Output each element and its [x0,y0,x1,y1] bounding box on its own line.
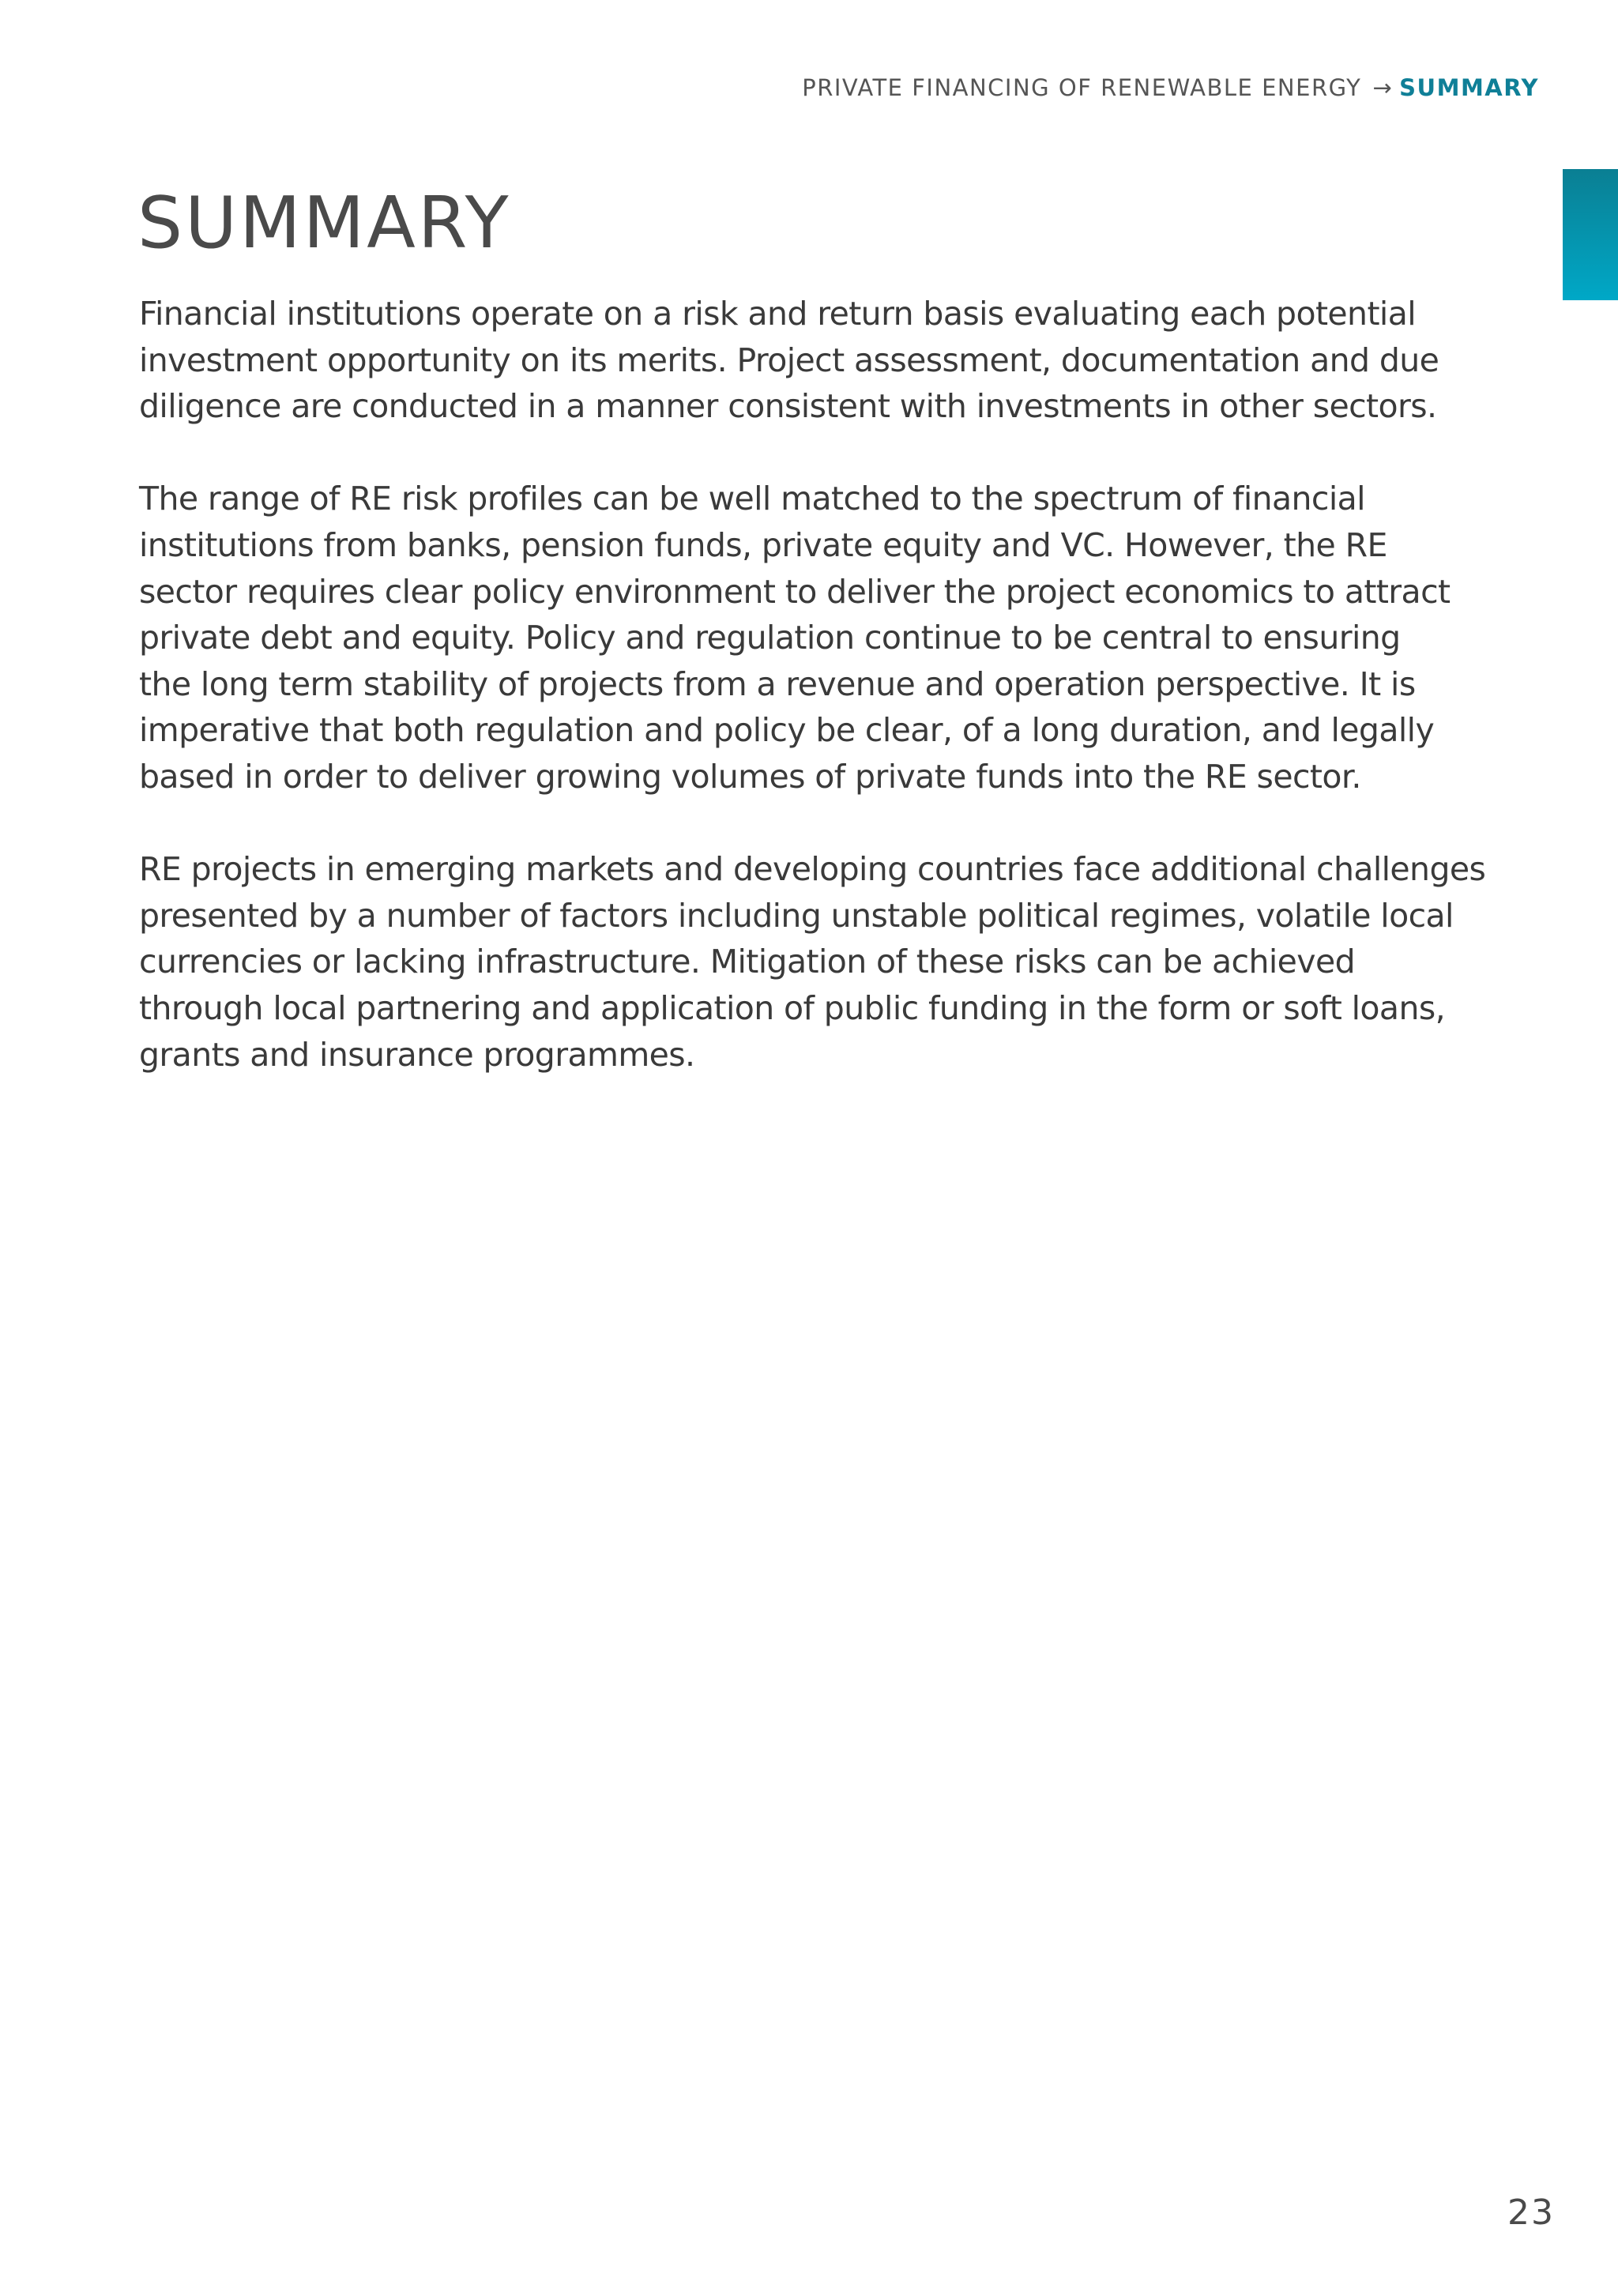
text-line: sector requires clear policy environment to deliver the project economics to attract [139,572,1451,611]
paragraph [139,476,1451,800]
text-line: investment opportunity on its merits. Project assessment, documentation and due [139,341,1439,379]
arrow-right-icon: → [1372,74,1394,101]
text-line: the long term stability of projects from a revenue and operation perspective. It is [139,664,1416,703]
text-line: private debt and equity. Policy and regulation continue to be central to ensuring [139,619,1401,657]
header-current-section: SUMMARY [1399,74,1539,101]
paragraph [139,291,1439,430]
text-line: imperative that both regulation and policy be clear, of a long duration, and legally [139,711,1435,750]
text-line: diligence are conducted in a manner consistent with investments in other sectors. [139,387,1437,426]
text-line: The range of RE risk profiles can be well matched to the spectrum of financial [139,480,1365,518]
text-line: based in order to deliver growing volumes of private funds into the RE sector. [139,757,1361,796]
text-line: currencies or lacking infrastructure. Mitigation of these risks can be achieved [139,943,1356,981]
page-title: SUMMARY [137,182,511,265]
text-line: grants and insurance programmes. [139,1035,695,1074]
text-line: presented by a number of factors including unstable political regimes, volatile local [139,896,1454,935]
body-text [139,291,1486,1124]
running-header [802,74,1539,101]
section-tab-marker [1563,169,1618,300]
text-line: through local partnering and application of public funding in the form or soft loans, [139,988,1446,1027]
page-number: 23 [1507,2192,1555,2233]
text-line: RE projects in emerging markets and developing countries face additional challenges [139,850,1486,889]
text-line: Financial institutions operate on a risk and return basis evaluating each potential [139,295,1417,333]
paragraph [139,846,1486,1078]
header-section: PRIVATE FINANCING OF RENEWABLE ENERGY [802,74,1362,101]
text-line: institutions from banks, pension funds, private equity and VC. However, the RE [139,525,1387,564]
